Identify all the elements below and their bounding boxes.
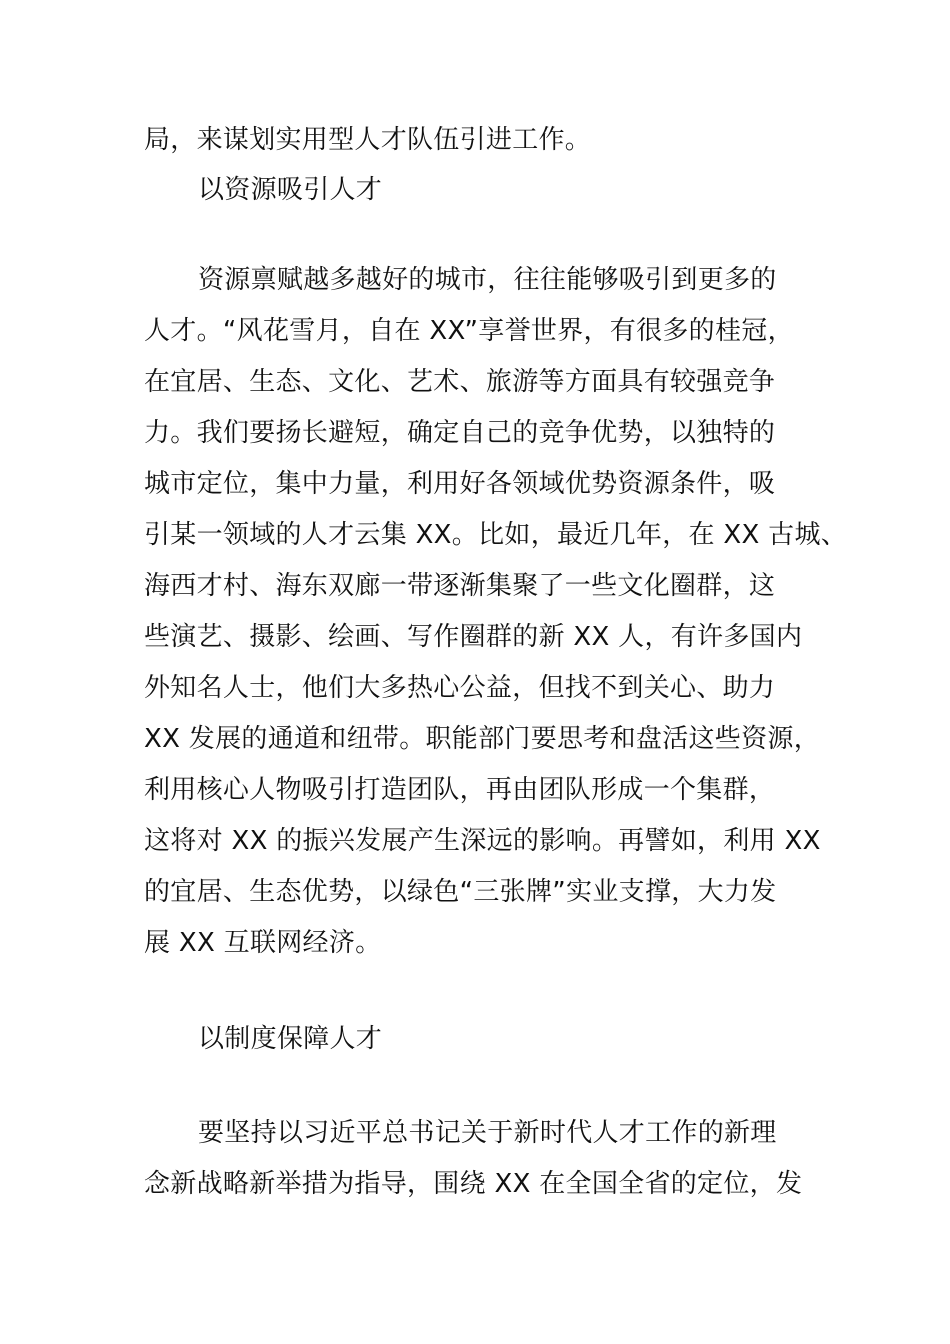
paragraph-line: 人才。“风花雪月，自在 XX”享誉世界，有很多的桂冠， (144, 316, 794, 346)
paragraph-line: 引某一领域的人才云集 XX。比如，最近几年，在 XX 古城、 (144, 520, 848, 550)
paragraph-line: 资源禀赋越多越好的城市，往往能够吸引到更多的 (198, 265, 777, 295)
paragraph-line: 力。我们要扬长避短，确定自己的竞争优势，以独特的 (144, 418, 776, 448)
paragraph-line: 城市定位，集中力量，利用好各领域优势资源条件，吸 (144, 469, 776, 499)
paragraph-line: 念新战略新举措为指导，围绕 XX 在全国全省的定位，发 (144, 1169, 803, 1199)
paragraph-line: 利用核心人物吸引打造团队，再由团队形成一个集群， (144, 775, 776, 805)
paragraph-line: 展 XX 互联网经济。 (144, 928, 382, 958)
paragraph-line: 在宜居、生态、文化、艺术、旅游等方面具有较强竞争 (144, 367, 776, 397)
section-heading-resources: 以资源吸引人才 (198, 175, 383, 205)
text-line-continuation: 局，来谋划实用型人才队伍引进工作。 (144, 125, 592, 155)
paragraph-line: 海西才村、海东双廊一带逐渐集聚了一些文化圈群，这 (144, 571, 776, 601)
paragraph-line: 这将对 XX 的振兴发展产生深远的影响。再譬如，利用 XX (144, 826, 821, 856)
paragraph-line: 外知名人士，他们大多热心公益，但找不到关心、助力 (144, 673, 776, 703)
paragraph-line: XX 发展的通道和纽带。职能部门要思考和盘活这些资源， (144, 724, 820, 754)
paragraph-line: 的宜居、生态优势，以绿色“三张牌”实业支撑，大力发 (144, 877, 777, 907)
paragraph-line: 要坚持以习近平总书记关于新时代人才工作的新理 (198, 1118, 777, 1148)
section-heading-institutions: 以制度保障人才 (198, 1024, 383, 1054)
paragraph-line: 些演艺、摄影、绘画、写作圈群的新 XX 人，有许多国内 (144, 622, 803, 652)
